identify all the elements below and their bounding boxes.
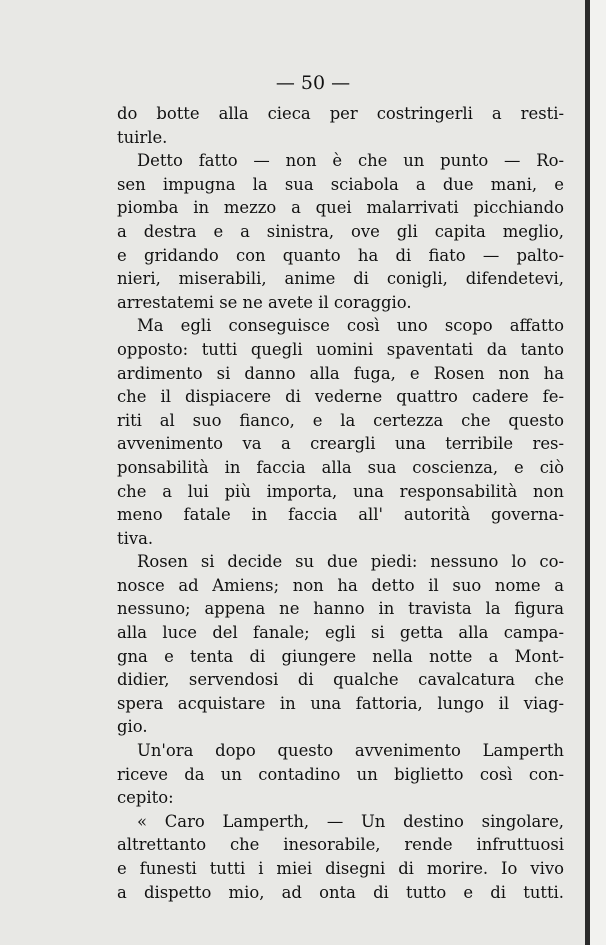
text-line: riceve da un contadino un biglietto così con- [117, 764, 564, 784]
text-line: spera acquistare in una fattoria, lungo il viag- [117, 693, 564, 713]
text-line: ponsabilità in faccia alla sua coscienza, e ciò [117, 457, 564, 477]
text-line: ardimento si danno alla fuga, e Rosen non ha [117, 363, 564, 383]
text-line: che il dispiacere di vederne quattro cadere fe- [117, 387, 564, 407]
text-line: sen impugna la sua sciabola a due mani, e [117, 174, 564, 194]
text-line: arrestatemi se ne avete il coraggio. [117, 292, 412, 312]
text-line: Ma egli conseguisce così uno scopo affatto [137, 316, 564, 336]
text-line: riti al suo fianco, e la certezza che questo [117, 410, 564, 430]
text-line: avvenimento va a creargli una terribile res- [117, 434, 564, 454]
text-line: tuirle. [117, 127, 168, 147]
text-line: e funesti tutti i miei disegni di morire. Io vivo [117, 859, 564, 878]
text-line: cepito: [117, 788, 174, 808]
text-line: alla luce del fanale; egli si getta alla campa- [117, 623, 564, 643]
text-line: nosce ad Amiens; non ha detto il suo nome a [117, 575, 564, 595]
text-line: Un'ora dopo questo avvenimento Lamperth [137, 741, 564, 761]
text-line: gna e tenta di giungere nella notte a Mont- [117, 646, 564, 666]
text-line: do botte alla cieca per costringerli a resti- [117, 104, 564, 123]
body-text [117, 102, 564, 904]
text-line: altrettanto che inesorabile, rende infruttuosi [117, 835, 564, 855]
text-line: Detto fatto — non è che un punto — Ro- [137, 151, 564, 171]
text-line: meno fatale in faccia all' autorità governa- [117, 505, 564, 525]
page-number: — 50 — [275, 72, 351, 94]
page-edge [590, 0, 606, 945]
text-line: nieri, miserabili, anime di conigli, difendetevi, [117, 269, 564, 289]
text-line: « Caro Lamperth, — Un destino singolare, [137, 811, 564, 831]
text-line: tiva. [117, 528, 154, 548]
text-line: Rosen si decide su due piedi: nessuno lo co- [137, 552, 564, 572]
text-line: piomba in mezzo a quei malarrivati picchiando [117, 198, 564, 218]
text-line: opposto: tutti quegli uomini spaventati da tanto [117, 339, 564, 359]
text-line: e gridando con quanto ha di fiato — palto- [117, 245, 564, 265]
text-line: nessuno; appena ne hanno in travista la figura [117, 599, 564, 619]
text-line: didier, servendosi di qualche cavalcatura che [117, 670, 564, 690]
text-line: a dispetto mio, ad onta di tutto e di tutti. [117, 882, 564, 902]
binding-shadow [585, 0, 590, 945]
text-line: gio. [117, 717, 148, 737]
text-line: a destra e a sinistra, ove gli capita meglio, [117, 221, 564, 241]
text-line: che a lui più importa, una responsabilità non [117, 481, 564, 501]
